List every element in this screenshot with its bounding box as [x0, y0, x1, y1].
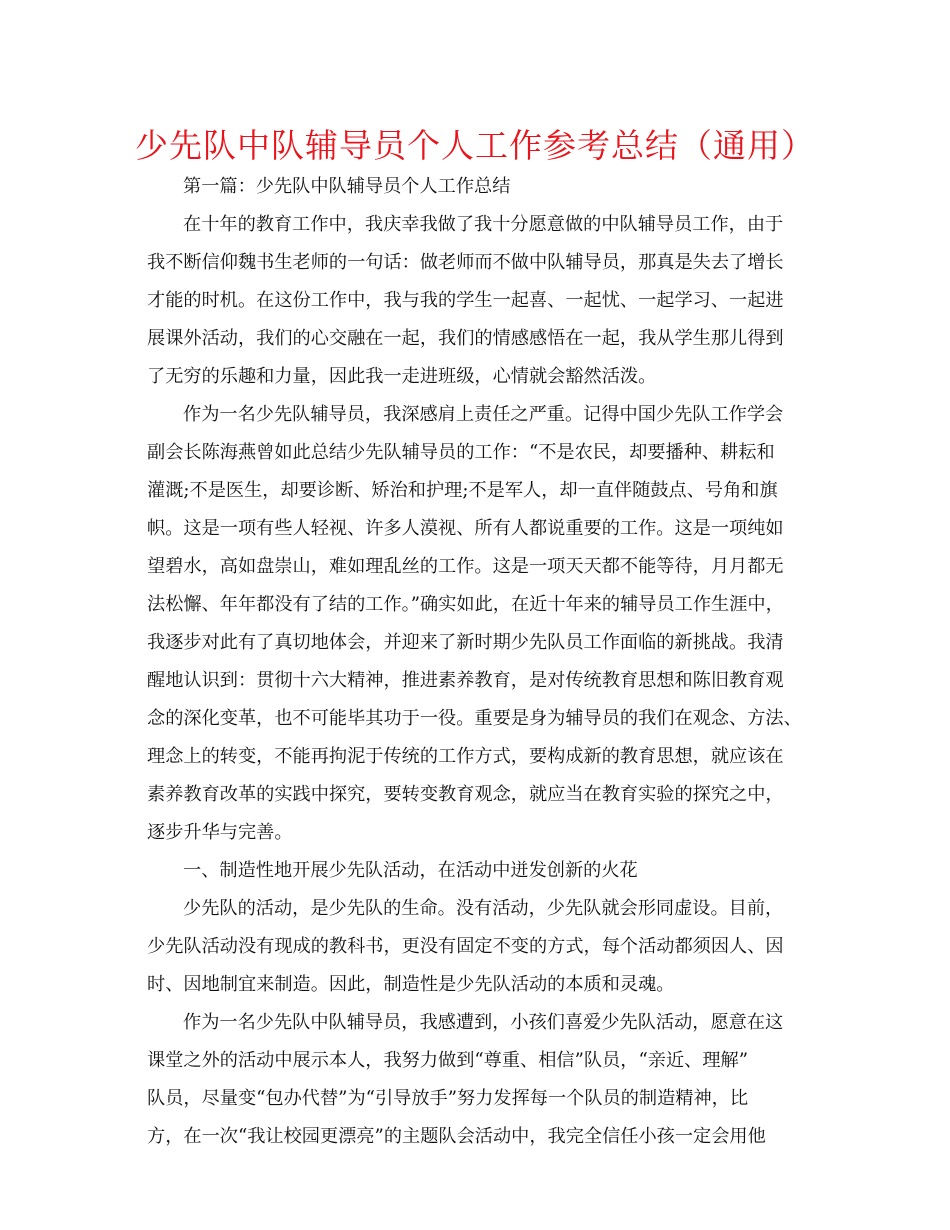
paragraph-line: 才能的时机。在这份工作中，我与我的学生一起喜、一起忧、一起学习、一起进	[147, 290, 784, 311]
paragraph-line: 队员，尽量变“包办代替”为“引导放手”努力发挥每一个队员的制造精神，比	[147, 1088, 749, 1109]
paragraph-line: 帜。这是一项有些人轻视、许多人漠视、所有人都说重要的工作。这是一项纯如	[147, 518, 784, 539]
paragraph-line: 少先队活动没有现成的教科书，更没有固定不变的方式，每个活动都须因人、因	[147, 936, 784, 957]
paragraph-line: 方，在一次“我让校园更漂亮”的主题队会活动中，我完全信任小孩一定会用他	[147, 1126, 766, 1147]
paragraph-line: 灌溉;不是医生，却要诊断、矫治和护理;不是军人，却一直伴随鼓点、号角和旗	[147, 480, 778, 501]
paragraph-line: 少先队的活动，是少先队的生命。没有活动，少先队就会形同虚设。目前，	[183, 898, 784, 919]
paragraph-line: 副会长陈海燕曾如此总结少先队辅导员的工作：“不是农民，却要播种、耕耘和	[147, 442, 775, 463]
paragraph-line: 在十年的教育工作中，我庆幸我做了我十分愿意做的中队辅导员工作，由于	[183, 214, 784, 235]
paragraph-line: 了无穷的乐趣和力量，因此我一走进班级，心情就会豁然活泼。	[147, 366, 657, 387]
paragraph-line: 素养教育改革的实践中探究，要转变教育观念，就应当在教育实验的探究之中，	[147, 784, 784, 805]
paragraph-line: 醒地认识到：贯彻十六大精神，推进素养教育，是对传统教育思想和陈旧教育观	[147, 670, 784, 691]
paragraph-line: 作为一名少先队中队辅导员，我感遭到，小孩们喜爱少先队活动，愿意在这	[183, 1012, 784, 1033]
document-title: 少先队中队辅导员个人工作参考总结（通用）	[135, 126, 815, 165]
paragraph-line: 课堂之外的活动中展示本人，我努力做到“尊重、相信”队员，“亲近、理解”	[147, 1050, 749, 1071]
paragraph-line: 作为一名少先队辅导员，我深感肩上责任之严重。记得中国少先队工作学会	[183, 404, 784, 425]
paragraph-line: 我不断信仰魏书生老师的一句话：做老师而不做中队辅导员，那真是失去了增长	[147, 252, 784, 273]
paragraph-line: 望碧水，高如盘崇山，难如理乱丝的工作。这是一项天天都不能等待，月月都无	[147, 556, 784, 577]
paragraph-line: 法松懈、年年都没有了结的工作。”确实如此，在近十年来的辅导员工作生涯中，	[147, 594, 784, 615]
paragraph-line: 我逐步对此有了真切地体会，并迎来了新时期少先队员工作面临的新挑战。我清	[147, 632, 784, 653]
paragraph-line: 念的深化变革，也不可能毕其功于一役。重要是身为辅导员的我们在观念、方法、	[147, 708, 802, 729]
paragraph-line: 展课外活动，我们的心交融在一起，我们的情感感悟在一起，我从学生那儿得到	[147, 328, 784, 349]
paragraph-line: 时、因地制宜来制造。因此，制造性是少先队活动的本质和灵魂。	[147, 974, 675, 995]
section-heading: 一、制造性地开展少先队活动，在活动中迸发创新的火花	[183, 860, 638, 881]
paragraph-line: 逐步升华与完善。	[147, 822, 293, 843]
section-heading: 第一篇：少先队中队辅导员个人工作总结	[183, 176, 511, 197]
paragraph-line: 理念上的转变，不能再拘泥于传统的工作方式，要构成新的教育思想，就应该在	[147, 746, 784, 767]
